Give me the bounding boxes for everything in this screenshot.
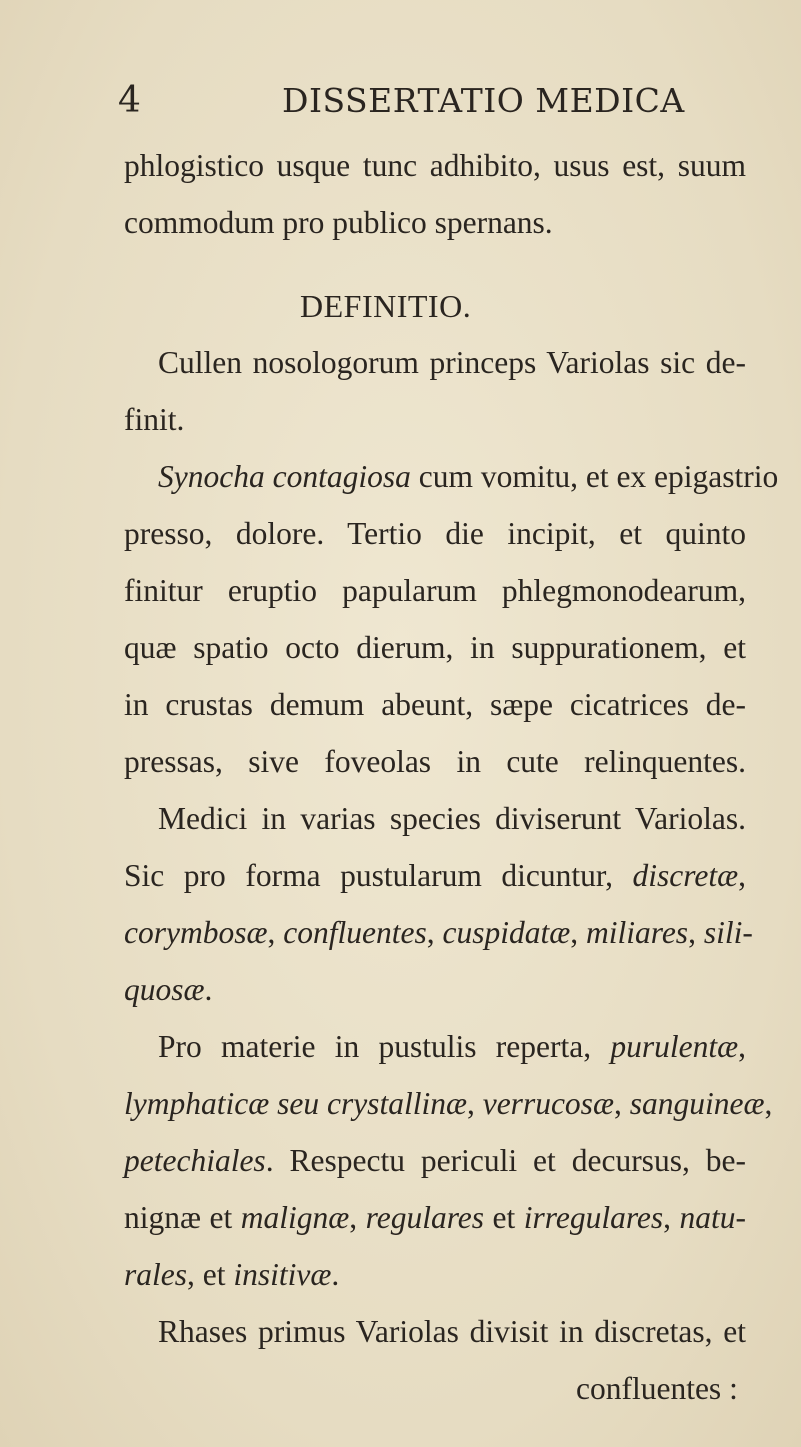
text-line: quæ spatio octo dierum, in suppurationem, et xyxy=(124,630,746,665)
section-heading: DEFINITIO. xyxy=(300,288,472,324)
text-line: nignæ et malignæ, regulares et irregulares, natu- xyxy=(124,1200,747,1235)
running-title: DISSERTATIO MEDICA xyxy=(282,81,685,120)
text-line: in crustas demum abeunt, sæpe cicatrices de- xyxy=(124,687,746,722)
text-line: Sic pro forma pustularum dicuntur, discretæ, xyxy=(124,858,746,893)
text-line: corymbosæ, confluentes, cuspidatæ, miliares, sili- xyxy=(124,915,753,950)
text-line: quosæ. xyxy=(124,972,213,1007)
text-line: Pro materie in pustulis reperta, purulentæ, xyxy=(158,1029,746,1064)
text-line: commodum pro publico spernans. xyxy=(124,205,553,240)
text-line: Cullen nosologorum princeps Variolas sic de- xyxy=(158,345,746,380)
text-line: lymphaticæ seu crystallinæ, verrucosæ, sanguineæ, xyxy=(124,1086,773,1121)
catchword: confluentes : xyxy=(576,1371,738,1406)
text-line: Synocha contagiosa cum vomitu, et ex epigastrio xyxy=(158,459,779,494)
text-line: Medici in varias species diviserunt Variolas. xyxy=(158,801,746,836)
text-line: phlogistico usque tunc adhibito, usus est, suum xyxy=(124,148,746,183)
page-header xyxy=(0,78,801,128)
page-number: 4 xyxy=(118,80,141,121)
text-line: rales, et insitivæ. xyxy=(124,1257,340,1292)
text-line: petechiales. Respectu periculi et decursus, be- xyxy=(124,1143,746,1178)
text-line: pressas, sive foveolas in cute relinquentes. xyxy=(124,744,746,779)
text-line: finit. xyxy=(124,402,185,437)
text-line: Rhases primus Variolas divisit in discretas, et xyxy=(158,1314,746,1349)
text-line: presso, dolore. Tertio die incipit, et quinto xyxy=(124,516,746,551)
text-line: finitur eruptio papularum phlegmonodearum, xyxy=(124,573,746,608)
